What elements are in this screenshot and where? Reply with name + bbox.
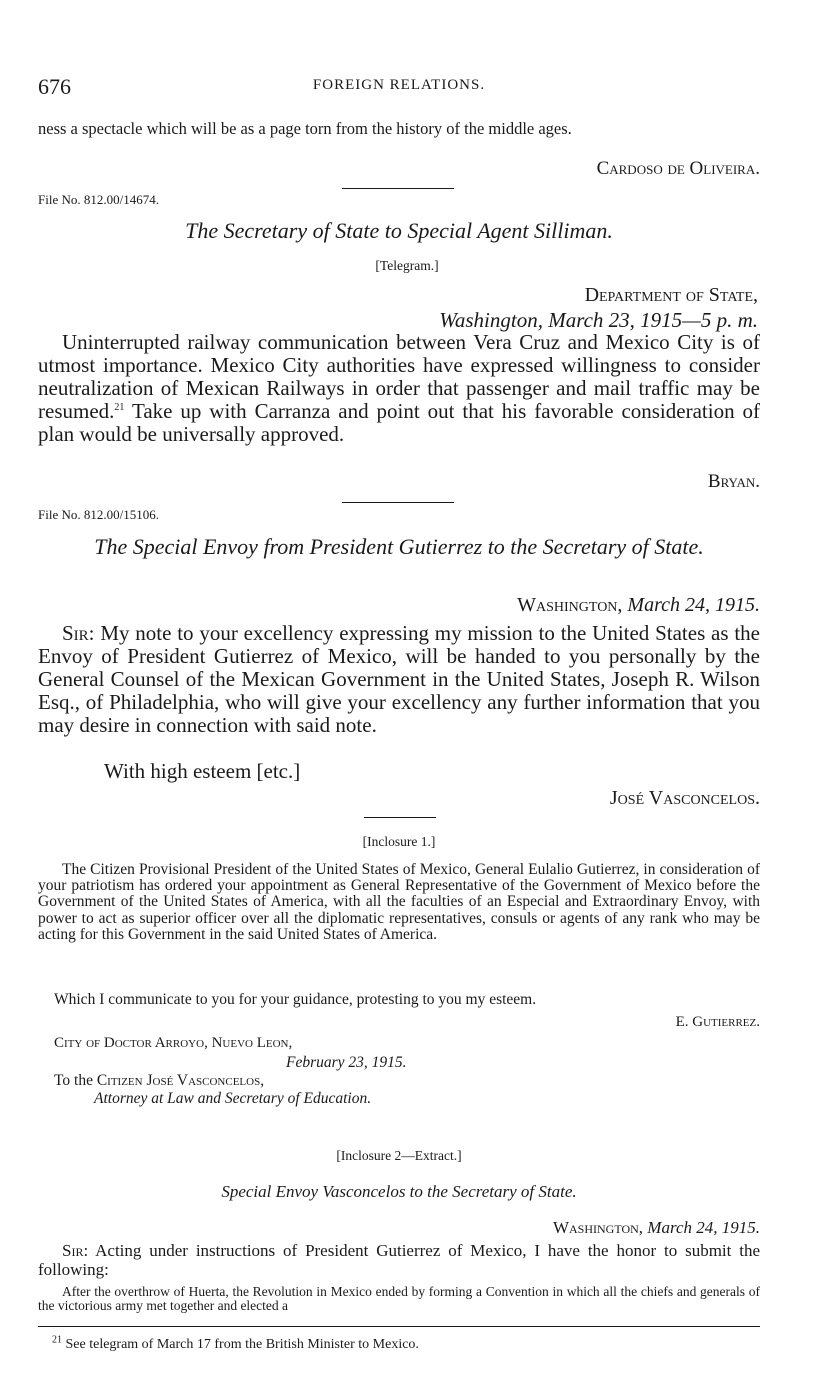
file-number: File No. 812.00/14674. [38, 192, 159, 207]
footnote-divider [38, 1326, 760, 1327]
document-title: The Secretary of State to Special Agent Silliman. [185, 218, 613, 243]
inclosure-title: Special Envoy Vasconcelos to the Secretary of State. [221, 1182, 577, 1201]
document-body: Sir: My note to your excellency expressing my mission to the United States as the Envoy of President Gutierrez of Mexico, will be handed to you personally by the General Counsel of the Mexican Government in the United States, Joseph R. Wilson Esq., of Philadelphia, who will give your excellency any further information that you may desire in connection with said note. [38, 621, 760, 737]
document-title: The Special Envoy from President Gutierrez to the Secretary of State. [94, 534, 704, 559]
section-divider [364, 817, 436, 818]
inclosure-date-line: Washington, March 24, 1915. [552, 1218, 760, 1237]
inclosure-signature: E. Gutierrez. [675, 1014, 760, 1030]
document-type: [Telegram.] [375, 258, 439, 273]
inclosure-body: Sir: Acting under instructions of President Gutierrez of Mexico, I have the honor to submit the following: [38, 1241, 761, 1279]
inclosure-body: The Citizen Provisional President of the United States of Mexico, General Eulalio Gutierrez, in consideration of your patriotism has ordered your appointment as General Representative of the Government of Mexico before the Government of the United States of America, with all the faculties of an Especial and Extraordinary Envoy, with power to act as superior officer over all the diplomatic representatives, consuls or agents of any rank who may be acting for this Government in the said United States of America. [38, 861, 760, 943]
inclosure-extract: After the overthrow of Huerta, the Revolution in Mexico ended by forming a Convention in which all the chiefs and generals of the victorious army met together and elected a [38, 1284, 760, 1313]
inclosure-addressee-title: Attorney at Law and Secretary of Education. [94, 1090, 372, 1107]
document-body: Uninterrupted railway communication between Vera Cruz and Mexico City is of utmost importance. Mexico City authorities have expressed willingness to consider neutralization of Mexican Railways in order that passenger and mail traffic may be resumed.$^{21}$ Take up with Carranza and point out that his favorable consideration of plan would be universally approved. [38, 330, 760, 446]
inclosure-addressee: To the Citizen José Vasconcelos, [54, 1072, 265, 1089]
page-header [38, 74, 760, 98]
document-date: Washington, March 23, 1915—5 p. m. [439, 308, 758, 332]
document-signature: José Vasconcelos. [609, 787, 760, 809]
inclosure-label: [Inclosure 1.] [362, 834, 436, 849]
section-divider [342, 188, 454, 189]
document-signature: Bryan. [707, 471, 760, 492]
document-closing: With high esteem [etc.] [104, 759, 301, 783]
inclosure-place: City of Doctor Arroyo, Nuevo Leon, [54, 1035, 293, 1051]
inclosure-label: [Inclosure 2—Extract.] [336, 1148, 462, 1163]
section-divider [342, 502, 454, 503]
page-number: 676 [38, 74, 71, 99]
inclosure-date: February 23, 1915. [286, 1054, 407, 1071]
footnote-ref: 21 [114, 402, 125, 413]
file-number: File No. 812.00/15106. [38, 507, 159, 522]
document-date-line: Washington, March 24, 1915. [517, 594, 760, 616]
sender-place: Department of State, [584, 284, 758, 306]
inclosure-closing: Which I communicate to you for your guidance, protesting to you my esteem. [54, 991, 537, 1008]
continuation-text: ness a spectacle which will be as a page torn from the history of the middle ages. [38, 119, 572, 138]
continuation-signature: Cardoso de Oliveira. [596, 158, 760, 179]
running-title: FOREIGN RELATIONS. [312, 77, 486, 93]
footnote: $^{21}$ See telegram of March 17 from the British Minister to Mexico. [52, 1334, 419, 1352]
